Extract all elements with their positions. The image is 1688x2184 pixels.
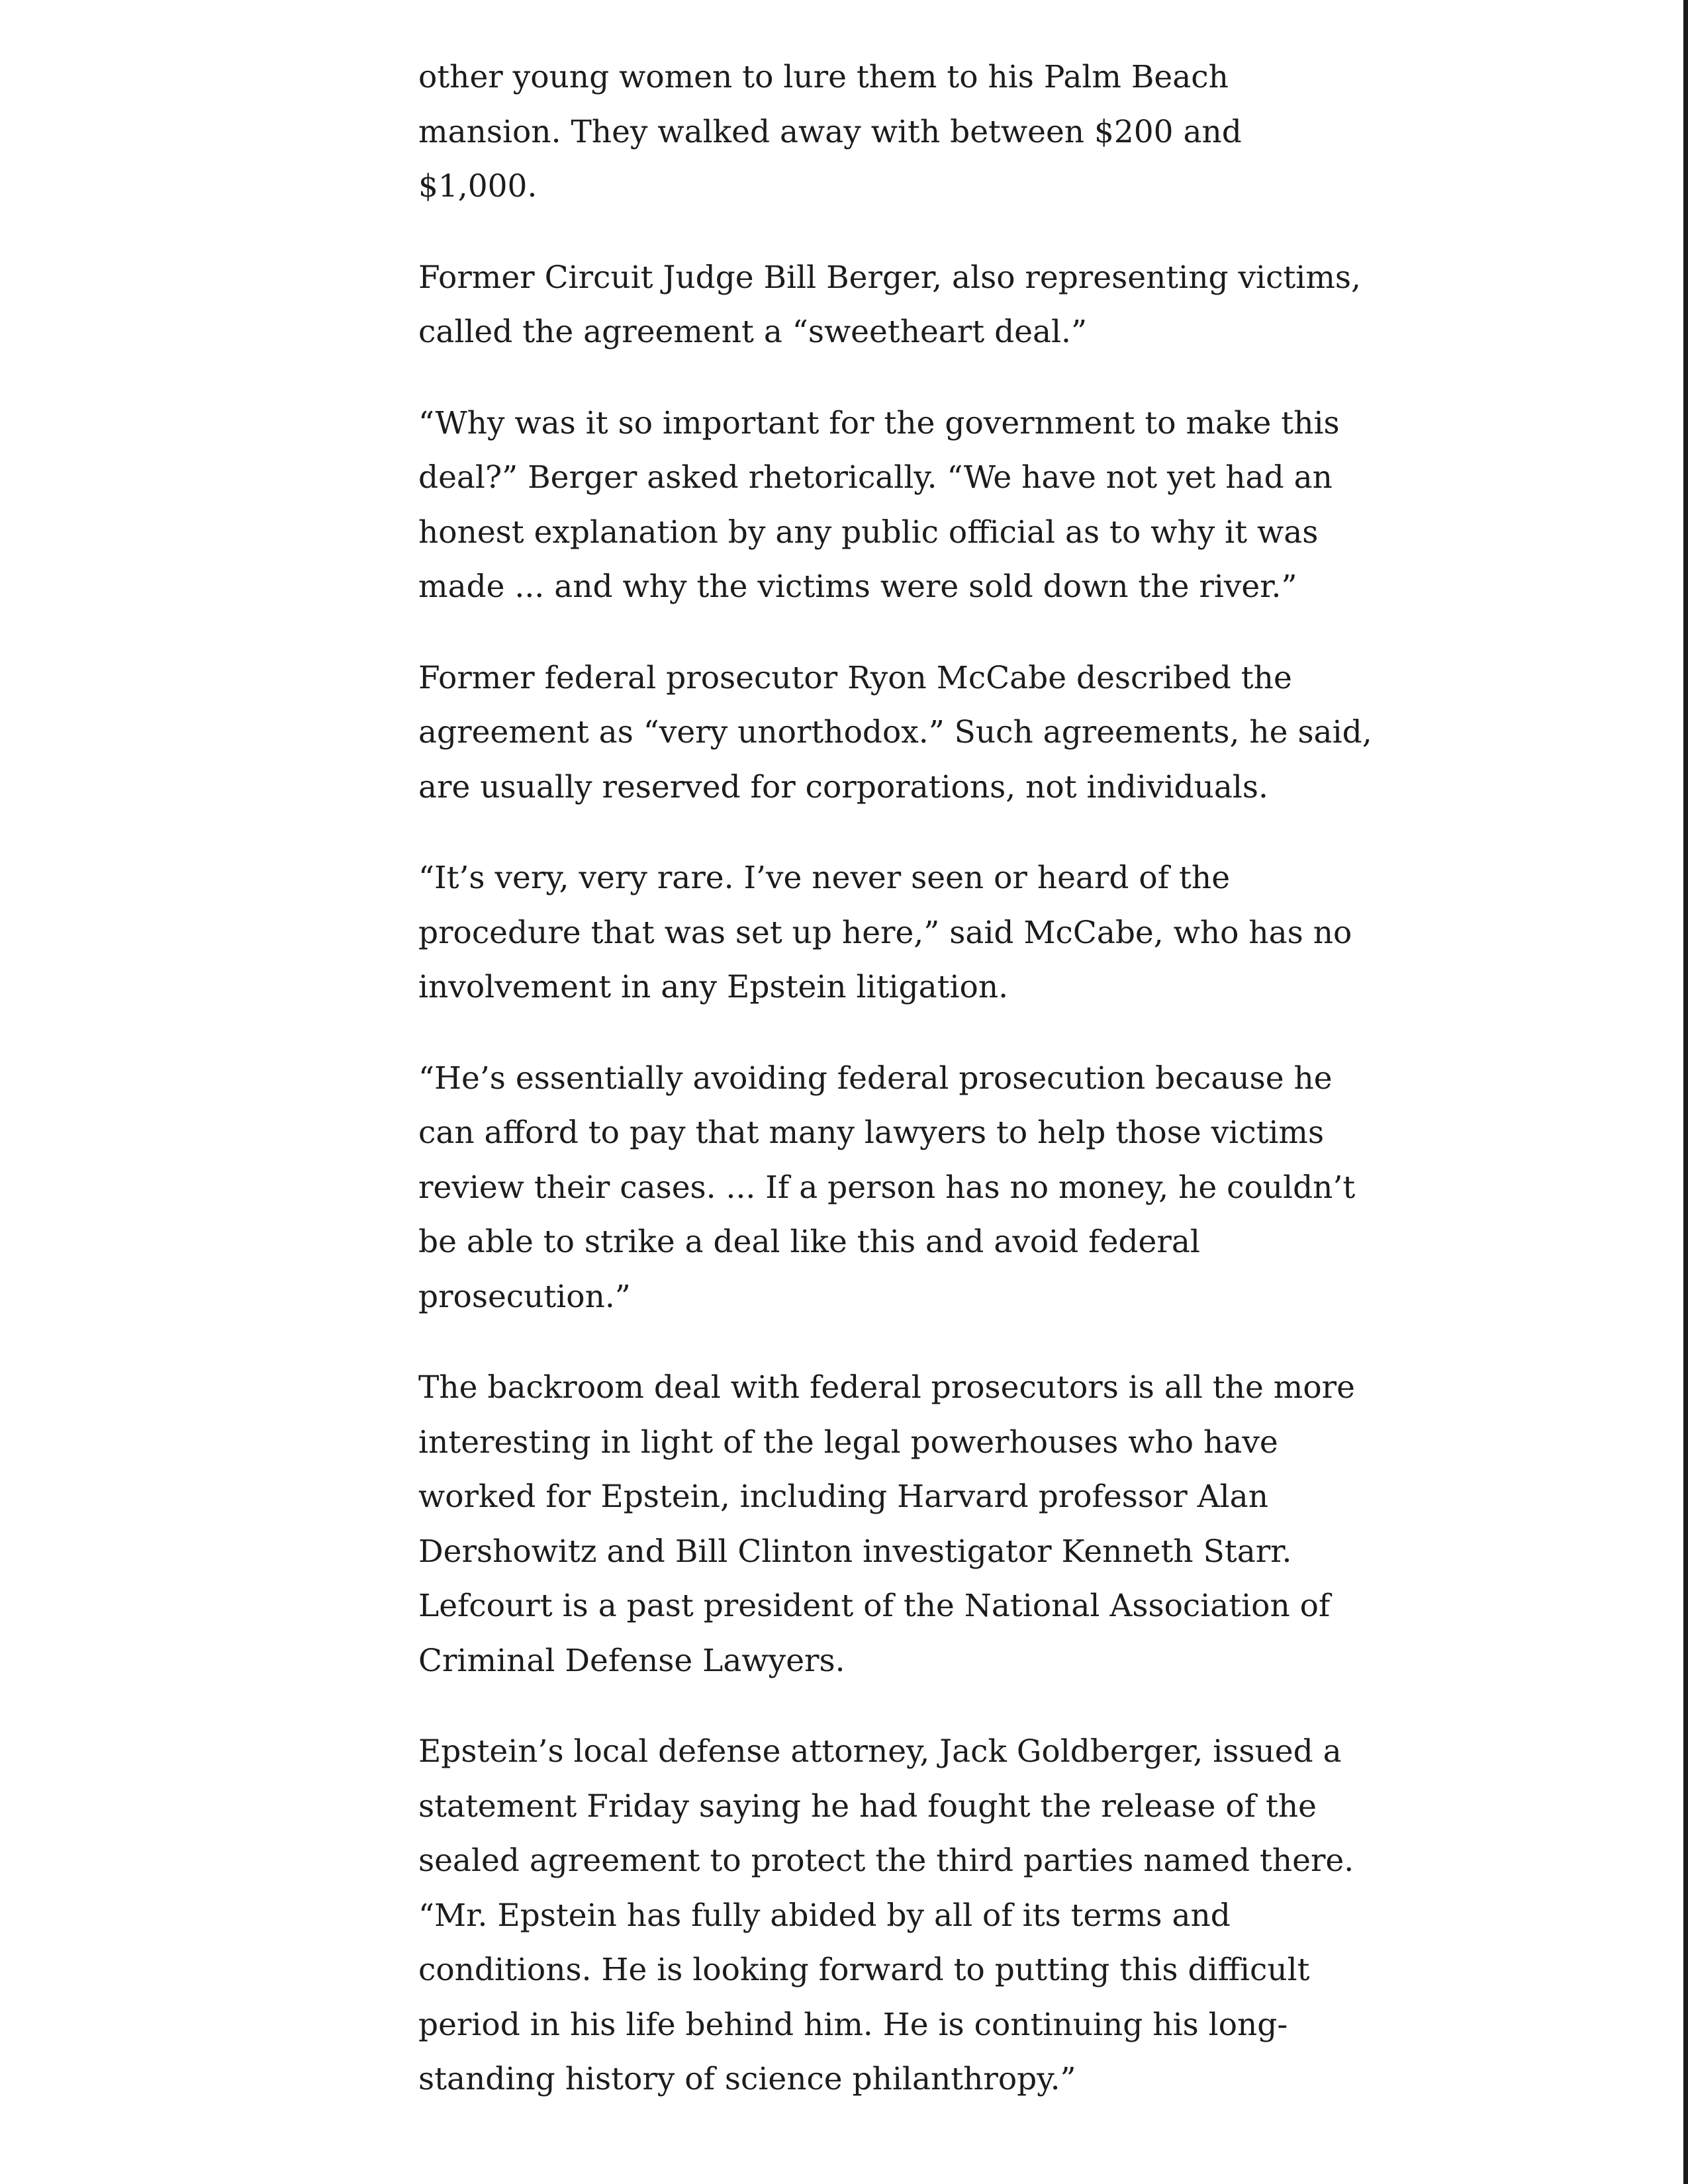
text-line: conditions. He is looking forward to putting this difficult [418, 1952, 1310, 1988]
paragraph [418, 251, 1361, 360]
paragraph [418, 50, 1279, 214]
text-line: Former Circuit Judge Bill Berger, also representing victims, [418, 259, 1361, 296]
text-line: period in his life behind him. He is continuing his long- [418, 2006, 1288, 2043]
text-line: deal?” Berger asked rhetorically. “We have not yet had an [418, 459, 1333, 496]
text-line: worked for Epstein, including Harvard professor Alan [418, 1479, 1268, 1515]
text-line: Criminal Defense Lawyers. [418, 1642, 845, 1679]
paragraph [418, 1725, 1354, 2107]
text-line: agreement as “very unorthodox.” Such agreements, he said, [418, 714, 1372, 751]
text-line: procedure that was set up here,” said McCabe, who has no [418, 914, 1352, 951]
paragraph [418, 1361, 1355, 1688]
paragraph [418, 396, 1340, 615]
text-line: made ... and why the victims were sold down the river.” [418, 569, 1297, 605]
text-line: called the agreement a “sweetheart deal.” [418, 314, 1088, 350]
page-edge-border [1683, 0, 1688, 2184]
paragraph [418, 651, 1372, 815]
text-line: be able to strike a deal like this and avoid federal [418, 1224, 1200, 1260]
text-line: Epstein’s local defense attorney, Jack Goldberger, issued a [418, 1733, 1342, 1770]
text-line: sealed agreement to protect the third parties named there. [418, 1843, 1354, 1879]
text-line: standing history of science philanthropy.” [418, 2061, 1076, 2097]
text-line: prosecution.” [418, 1278, 631, 1315]
text-line: “He’s essentially avoiding federal prosecution because he [418, 1060, 1333, 1097]
text-line: can afford to pay that many lawyers to help those victims [418, 1115, 1325, 1151]
text-line: other young women to lure them to his Palm Beach [418, 59, 1229, 95]
text-line: Lefcourt is a past president of the National Association of [418, 1588, 1331, 1624]
text-line: interesting in light of the legal powerhouses who have [418, 1424, 1278, 1461]
text-line: The backroom deal with federal prosecutors is all the more [418, 1369, 1355, 1406]
paragraph [418, 851, 1352, 1015]
text-line: involvement in any Epstein litigation. [418, 969, 1009, 1005]
text-line: Former federal prosecutor Ryon McCabe described the [418, 659, 1292, 696]
text-line: $1,000. [418, 168, 538, 205]
text-line: “Mr. Epstein has fully abided by all of its terms and [418, 1897, 1231, 1934]
text-line: mansion. They walked away with between $200 and [418, 113, 1242, 150]
article-body [418, 50, 1372, 2107]
text-line: Dershowitz and Bill Clinton investigator Kenneth Starr. [418, 1533, 1292, 1570]
text-line: statement Friday saying he had fought the release of the [418, 1788, 1317, 1825]
text-line: review their cases. ... If a person has no money, he couldn’t [418, 1169, 1356, 1206]
paragraph [418, 1052, 1356, 1325]
text-line: “It’s very, very rare. I’ve never seen or heard of the [418, 860, 1231, 896]
text-line: honest explanation by any public official as to why it was [418, 514, 1319, 551]
text-line: “Why was it so important for the government to make this [418, 404, 1340, 441]
text-line: are usually reserved for corporations, not individuals. [418, 768, 1268, 805]
